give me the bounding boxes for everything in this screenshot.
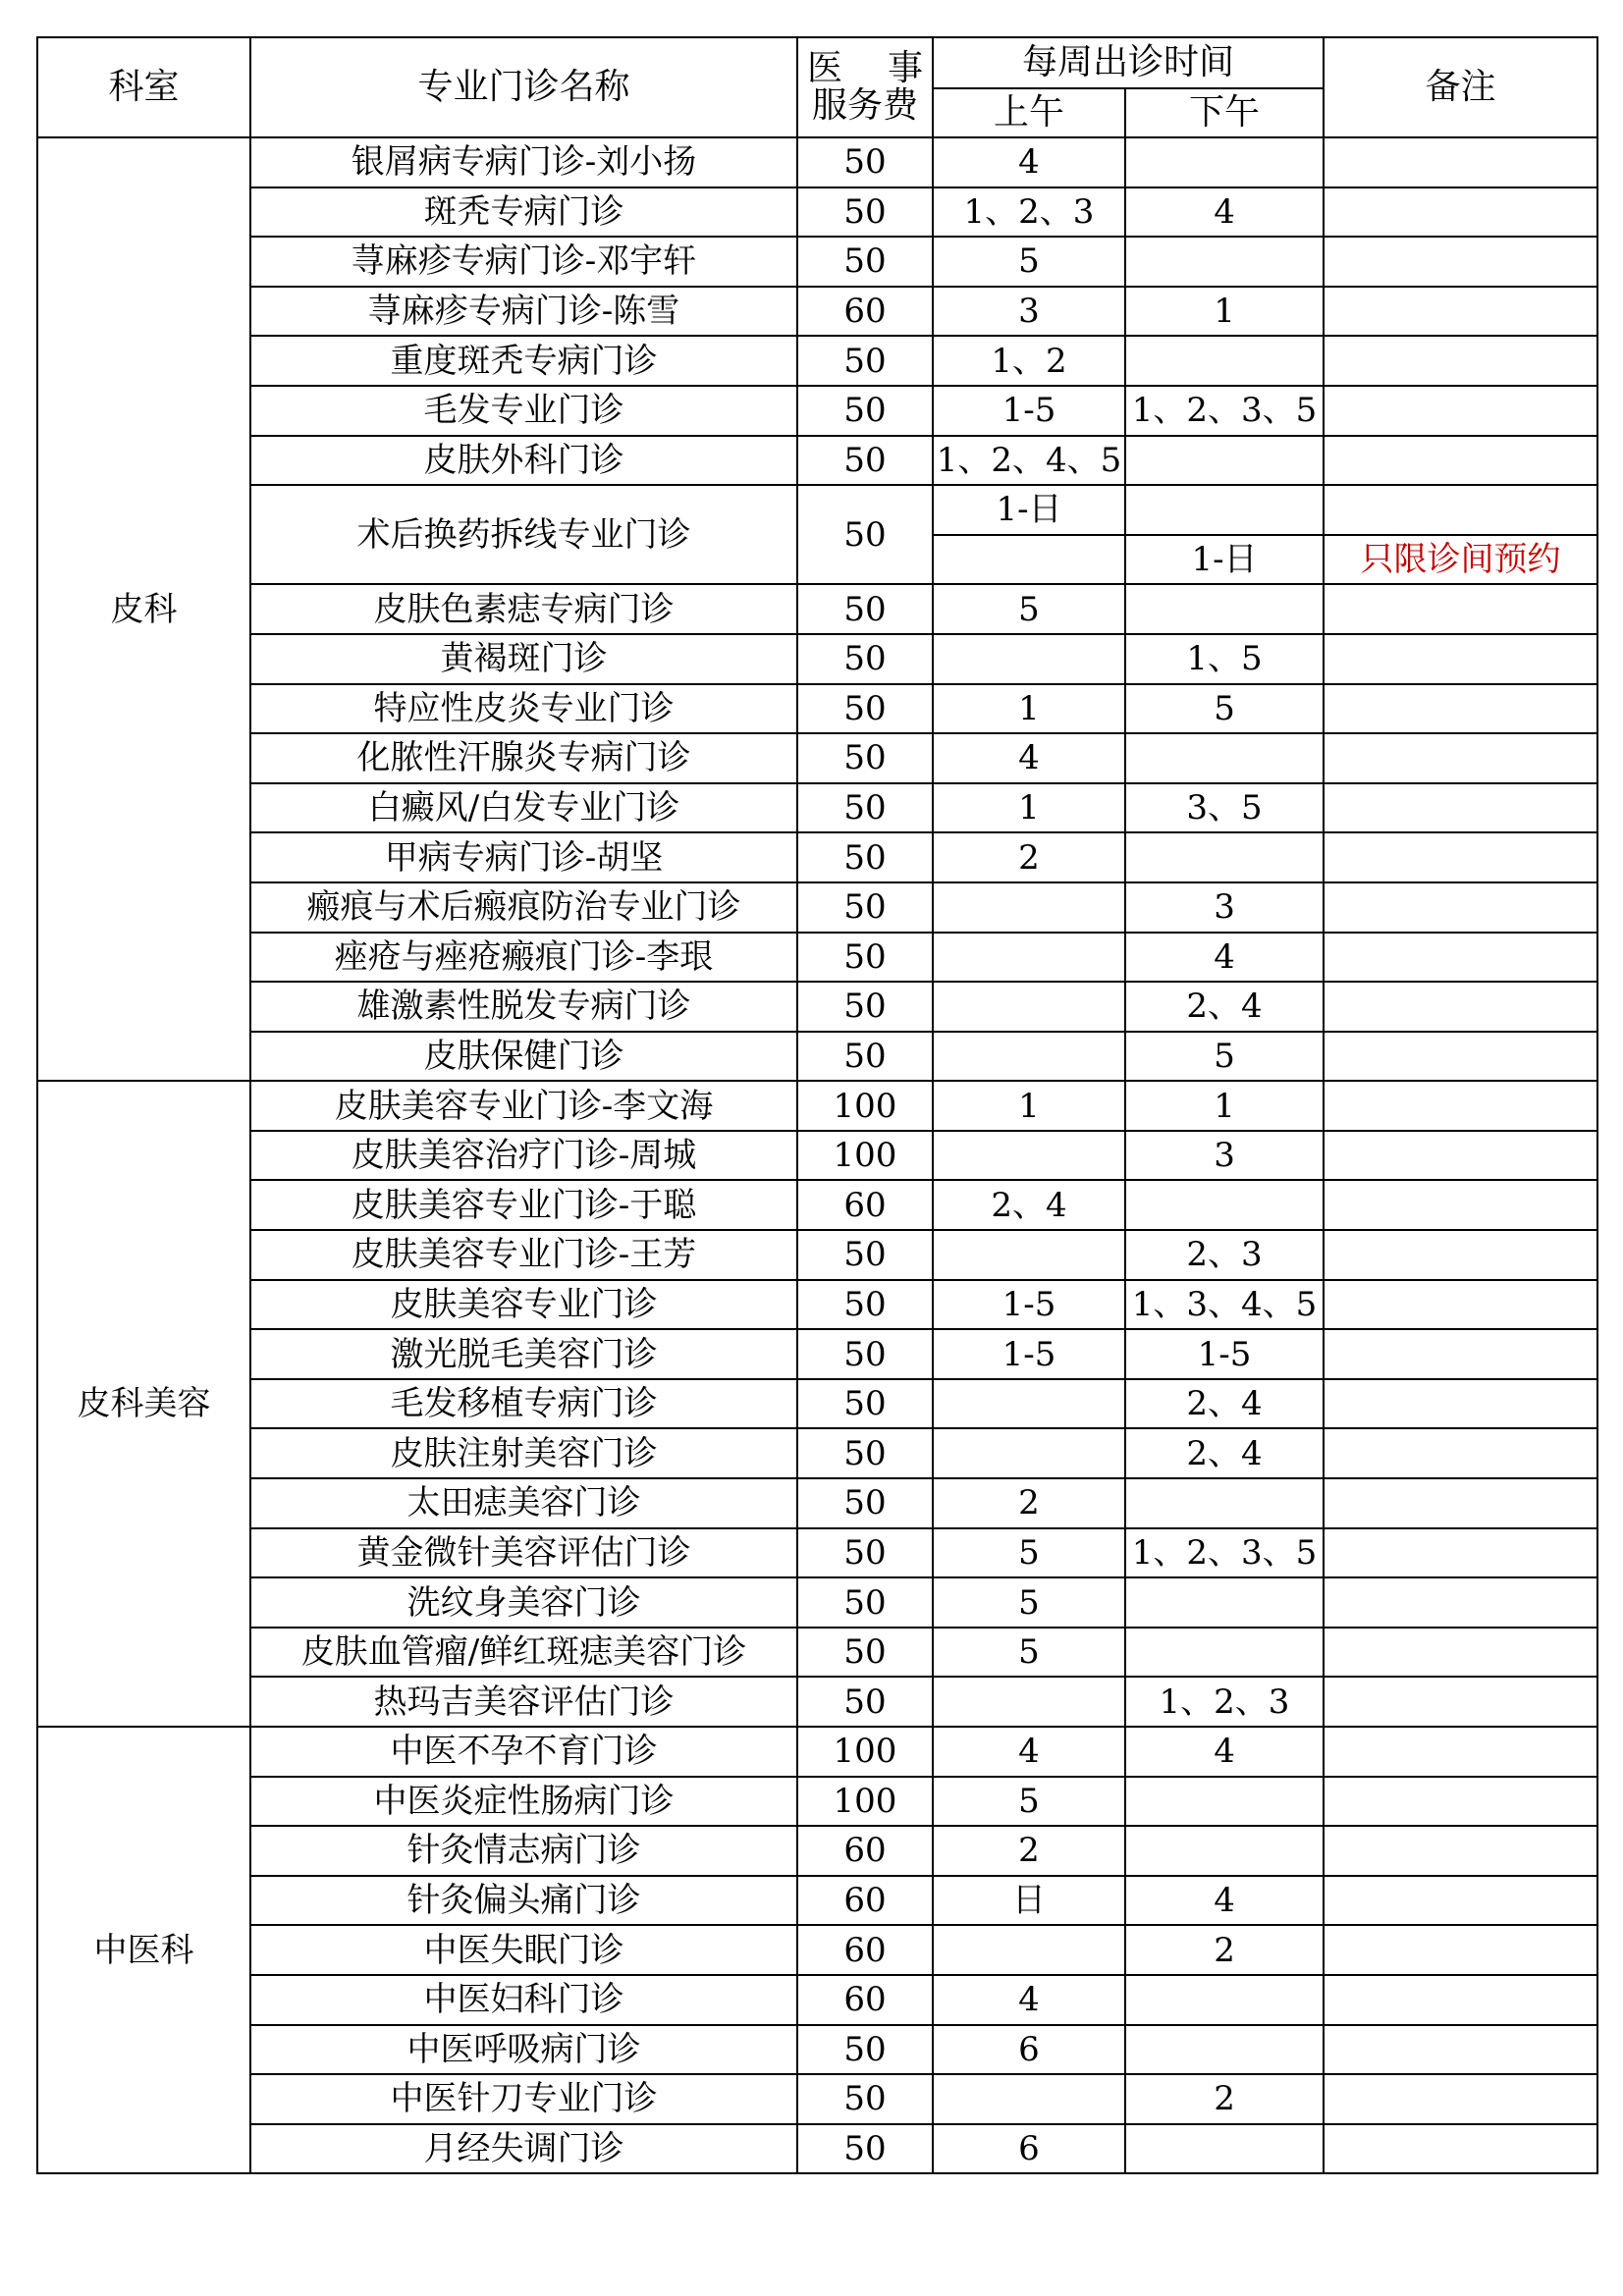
dept-cell: 皮科 [37, 137, 250, 1081]
am-cell [933, 634, 1125, 684]
fee-cell: 50 [797, 1280, 933, 1330]
clinic-name-cell: 荨麻疹专病门诊-邓宇轩 [250, 237, 797, 287]
note-cell [1324, 1727, 1597, 1777]
fee-cell: 50 [797, 485, 933, 584]
pm-cell [1125, 1975, 1324, 2025]
header-am: 上午 [933, 88, 1125, 137]
am-cell: 5 [933, 1628, 1125, 1678]
fee-cell: 50 [797, 2074, 933, 2124]
pm-cell: 1、2、3、5 [1125, 1528, 1324, 1578]
note-cell [1324, 882, 1597, 933]
pm-cell: 2、3 [1125, 1230, 1324, 1280]
note-cell [1324, 436, 1597, 486]
header-dept: 科室 [37, 37, 250, 137]
fee-cell: 50 [797, 584, 933, 634]
table-row [37, 1428, 1597, 1478]
clinic-name-cell: 瘢痕与术后瘢痕防治专业门诊 [250, 882, 797, 933]
pm-cell: 1-日 [1125, 535, 1324, 585]
note-cell [1324, 634, 1597, 684]
pm-cell [1125, 1777, 1324, 1827]
fee-cell: 50 [797, 386, 933, 436]
am-cell: 4 [933, 733, 1125, 783]
fee-cell: 50 [797, 1528, 933, 1578]
am-cell: 2 [933, 1826, 1125, 1876]
clinic-name-cell: 毛发移植专病门诊 [250, 1379, 797, 1429]
note-cell [1324, 1577, 1597, 1628]
clinic-name-cell: 甲病专病门诊-胡坚 [250, 832, 797, 882]
note-cell [1324, 1925, 1597, 1975]
note-cell [1324, 336, 1597, 386]
fee-cell: 50 [797, 1379, 933, 1429]
note-cell [1324, 1180, 1597, 1230]
pm-cell [1125, 137, 1324, 187]
note-cell [1324, 1428, 1597, 1478]
pm-cell [1125, 2124, 1324, 2174]
note-cell [1324, 2124, 1597, 2174]
note-cell [1324, 982, 1597, 1032]
table-row [37, 1876, 1597, 1926]
fee-cell: 50 [797, 1577, 933, 1628]
dept-cell: 中医科 [37, 1727, 250, 2173]
table-row [37, 882, 1597, 933]
pm-cell: 2、4 [1125, 982, 1324, 1032]
table-row [37, 187, 1597, 238]
clinic-name-cell: 中医呼吸病门诊 [250, 2025, 797, 2075]
clinic-name-cell: 月经失调门诊 [250, 2124, 797, 2174]
table-row [37, 2124, 1597, 2174]
am-cell: 6 [933, 2124, 1125, 2174]
pm-cell [1125, 584, 1324, 634]
table-row [37, 237, 1597, 287]
fee-cell: 50 [797, 783, 933, 833]
fee-cell: 50 [797, 982, 933, 1032]
note-cell [1324, 1478, 1597, 1528]
am-cell: 5 [933, 237, 1125, 287]
note-cell [1324, 1329, 1597, 1379]
am-cell: 1 [933, 684, 1125, 734]
clinic-name-cell: 斑秃专病门诊 [250, 187, 797, 238]
table-row [37, 1826, 1597, 1876]
pm-cell [1125, 336, 1324, 386]
clinic-schedule-table [36, 36, 1598, 2174]
clinic-name-cell: 中医针刀专业门诊 [250, 2074, 797, 2124]
clinic-name-cell: 白癜风/白发专业门诊 [250, 783, 797, 833]
table-row [37, 1975, 1597, 2025]
table-row [37, 1180, 1597, 1230]
pm-cell [1125, 733, 1324, 783]
table-row [37, 684, 1597, 734]
am-cell: 2 [933, 832, 1125, 882]
table-row [37, 1230, 1597, 1280]
table-row [37, 1677, 1597, 1727]
note-cell [1324, 1975, 1597, 2025]
pm-cell: 2 [1125, 2074, 1324, 2124]
am-cell: 5 [933, 1777, 1125, 1827]
note-cell [1324, 287, 1597, 337]
note-cell [1324, 1876, 1597, 1926]
fee-cell: 100 [797, 1727, 933, 1777]
am-cell: 5 [933, 584, 1125, 634]
header-fee-line1: 医 事 [807, 48, 923, 89]
pm-cell: 3 [1125, 882, 1324, 933]
pm-cell: 4 [1125, 187, 1324, 238]
note-cell [1324, 1677, 1597, 1727]
am-cell: 1-日 [933, 485, 1125, 535]
pm-cell: 4 [1125, 1727, 1324, 1777]
pm-cell: 3、5 [1125, 783, 1324, 833]
clinic-name-cell: 皮肤血管瘤/鲜红斑痣美容门诊 [250, 1628, 797, 1678]
note-cell [1324, 1081, 1597, 1131]
fee-cell: 50 [797, 1428, 933, 1478]
am-cell [933, 982, 1125, 1032]
clinic-name-cell: 重度斑秃专病门诊 [250, 336, 797, 386]
clinic-name-cell: 洗纹身美容门诊 [250, 1577, 797, 1628]
clinic-name-cell: 皮肤美容治疗门诊-周城 [250, 1131, 797, 1181]
am-cell: 1-5 [933, 386, 1125, 436]
pm-cell: 4 [1125, 933, 1324, 983]
clinic-name-cell: 太田痣美容门诊 [250, 1478, 797, 1528]
table-row [37, 733, 1597, 783]
am-cell [933, 1925, 1125, 1975]
am-cell: 1、2、3 [933, 187, 1125, 238]
pm-cell [1125, 832, 1324, 882]
clinic-name-cell: 针灸情志病门诊 [250, 1826, 797, 1876]
table-row [37, 982, 1597, 1032]
note-cell: 只限诊间预约 [1324, 535, 1597, 585]
pm-cell: 3 [1125, 1131, 1324, 1181]
table-row [37, 1131, 1597, 1181]
clinic-name-cell: 黄金微针美容评估门诊 [250, 1528, 797, 1578]
note-cell [1324, 1826, 1597, 1876]
note-cell [1324, 2025, 1597, 2075]
note-cell [1324, 187, 1597, 238]
pm-cell [1125, 1826, 1324, 1876]
clinic-name-cell: 皮肤外科门诊 [250, 436, 797, 486]
clinic-name-cell: 皮肤保健门诊 [250, 1032, 797, 1082]
note-cell [1324, 386, 1597, 436]
table-row [37, 485, 1597, 535]
clinic-name-cell: 皮肤色素痣专病门诊 [250, 584, 797, 634]
fee-cell: 60 [797, 1925, 933, 1975]
clinic-name-cell: 中医炎症性肠病门诊 [250, 1777, 797, 1827]
am-cell [933, 1032, 1125, 1082]
am-cell-empty [933, 535, 1125, 585]
table-row [37, 1081, 1597, 1131]
fee-cell: 50 [797, 2025, 933, 2075]
pm-cell: 5 [1125, 1032, 1324, 1082]
fee-cell: 60 [797, 287, 933, 337]
clinic-name-cell: 荨麻疹专病门诊-陈雪 [250, 287, 797, 337]
clinic-name-cell: 术后换药拆线专业门诊 [250, 485, 797, 584]
note-cell [1324, 1777, 1597, 1827]
header-remark: 备注 [1324, 37, 1597, 137]
am-cell [933, 1379, 1125, 1429]
fee-cell: 50 [797, 882, 933, 933]
am-cell: 1、2、4、5 [933, 436, 1125, 486]
fee-cell: 50 [797, 1032, 933, 1082]
fee-cell: 50 [797, 336, 933, 386]
am-cell: 1 [933, 783, 1125, 833]
table-row [37, 1577, 1597, 1628]
clinic-name-cell: 皮肤美容专业门诊-王芳 [250, 1230, 797, 1280]
fee-cell: 50 [797, 1628, 933, 1678]
table-row [37, 336, 1597, 386]
note-cell [1324, 1230, 1597, 1280]
fee-cell: 60 [797, 1975, 933, 2025]
table-row [37, 386, 1597, 436]
fee-cell: 50 [797, 684, 933, 734]
table-row [37, 1329, 1597, 1379]
am-cell: 4 [933, 137, 1125, 187]
am-cell: 4 [933, 1975, 1125, 2025]
clinic-name-cell: 黄褐斑门诊 [250, 634, 797, 684]
fee-cell: 50 [797, 436, 933, 486]
clinic-name-cell: 毛发专业门诊 [250, 386, 797, 436]
fee-cell: 60 [797, 1876, 933, 1926]
clinic-name-cell: 皮肤美容专业门诊-于聪 [250, 1180, 797, 1230]
pm-cell: 2 [1125, 1925, 1324, 1975]
am-cell: 3 [933, 287, 1125, 337]
header-fee [797, 37, 933, 137]
pm-cell: 1-5 [1125, 1329, 1324, 1379]
fee-cell: 50 [797, 137, 933, 187]
note-cell [1324, 684, 1597, 734]
header-weekly-time: 每周出诊时间 [933, 37, 1324, 88]
note-cell [1324, 1280, 1597, 1330]
table-row [37, 2025, 1597, 2075]
fee-cell: 60 [797, 1180, 933, 1230]
fee-cell: 50 [797, 733, 933, 783]
pm-cell: 1 [1125, 1081, 1324, 1131]
table-row [37, 1628, 1597, 1678]
am-cell: 1-5 [933, 1329, 1125, 1379]
clinic-name-cell: 皮肤美容专业门诊 [250, 1280, 797, 1330]
note-cell [1324, 933, 1597, 983]
am-cell: 5 [933, 1528, 1125, 1578]
table-row [37, 1280, 1597, 1330]
note-cell [1324, 1379, 1597, 1429]
am-cell [933, 882, 1125, 933]
clinic-name-cell: 特应性皮炎专业门诊 [250, 684, 797, 734]
fee-cell: 50 [797, 237, 933, 287]
header-clinic-name: 专业门诊名称 [250, 37, 797, 137]
am-cell: 2、4 [933, 1180, 1125, 1230]
fee-cell: 100 [797, 1081, 933, 1131]
fee-cell: 50 [797, 832, 933, 882]
pm-cell: 2、4 [1125, 1379, 1324, 1429]
note-cell [1324, 2074, 1597, 2124]
pm-cell: 4 [1125, 1876, 1324, 1926]
pm-cell: 1 [1125, 287, 1324, 337]
pm-cell: 1、2、3 [1125, 1677, 1324, 1727]
pm-cell [1125, 1628, 1324, 1678]
fee-cell: 50 [797, 1329, 933, 1379]
clinic-name-cell: 中医失眠门诊 [250, 1925, 797, 1975]
fee-cell: 50 [797, 634, 933, 684]
note-cell [1324, 237, 1597, 287]
header-pm: 下午 [1125, 88, 1324, 137]
note-cell [1324, 1032, 1597, 1082]
fee-cell: 60 [797, 1826, 933, 1876]
am-cell: 1-5 [933, 1280, 1125, 1330]
table-row [37, 832, 1597, 882]
fee-cell: 50 [797, 933, 933, 983]
table-row [37, 584, 1597, 634]
note-cell [1324, 1528, 1597, 1578]
am-cell [933, 933, 1125, 983]
am-cell: 5 [933, 1577, 1125, 1628]
pm-cell [1125, 1577, 1324, 1628]
clinic-name-cell: 痤疮与痤疮瘢痕门诊-李珢 [250, 933, 797, 983]
pm-cell: 1、2、3、5 [1125, 386, 1324, 436]
note-cell [1324, 584, 1597, 634]
am-cell [933, 1230, 1125, 1280]
am-cell [933, 1131, 1125, 1181]
table-row [37, 2074, 1597, 2124]
table-row [37, 287, 1597, 337]
am-cell [933, 1677, 1125, 1727]
clinic-name-cell: 皮肤注射美容门诊 [250, 1428, 797, 1478]
table-row [37, 1777, 1597, 1827]
table-row [37, 1925, 1597, 1975]
pm-cell: 1、5 [1125, 634, 1324, 684]
fee-cell: 50 [797, 1677, 933, 1727]
note-cell [1324, 137, 1597, 187]
table-row [37, 933, 1597, 983]
table-row [37, 783, 1597, 833]
note-cell [1324, 733, 1597, 783]
table-row [37, 1478, 1597, 1528]
am-cell: 1 [933, 1081, 1125, 1131]
pm-cell [1125, 436, 1324, 486]
pm-cell [1125, 237, 1324, 287]
table-row [37, 634, 1597, 684]
clinic-name-cell: 皮肤美容专业门诊-李文海 [250, 1081, 797, 1131]
note-cell-empty [1324, 485, 1597, 535]
note-cell [1324, 783, 1597, 833]
table-row [37, 1727, 1597, 1777]
fee-cell: 50 [797, 1478, 933, 1528]
table-row [37, 1379, 1597, 1429]
fee-cell: 100 [797, 1777, 933, 1827]
table-row [37, 1528, 1597, 1578]
schedule-body [37, 137, 1597, 2173]
clinic-name-cell: 热玛吉美容评估门诊 [250, 1677, 797, 1727]
pm-cell: 2、4 [1125, 1428, 1324, 1478]
am-cell [933, 2074, 1125, 2124]
fee-cell: 50 [797, 187, 933, 238]
clinic-name-cell: 激光脱毛美容门诊 [250, 1329, 797, 1379]
fee-cell: 100 [797, 1131, 933, 1181]
pm-cell [1125, 1180, 1324, 1230]
pm-cell-empty [1125, 485, 1324, 535]
dept-cell: 皮科美容 [37, 1081, 250, 1727]
clinic-name-cell: 中医妇科门诊 [250, 1975, 797, 2025]
am-cell: 日 [933, 1876, 1125, 1926]
table-row [37, 436, 1597, 486]
clinic-name-cell: 雄激素性脱发专病门诊 [250, 982, 797, 1032]
fee-cell: 50 [797, 1230, 933, 1280]
pm-cell [1125, 1478, 1324, 1528]
am-cell: 4 [933, 1727, 1125, 1777]
am-cell: 1、2 [933, 336, 1125, 386]
pm-cell: 1、3、4、5 [1125, 1280, 1324, 1330]
clinic-name-cell: 中医不孕不育门诊 [250, 1727, 797, 1777]
note-cell [1324, 1628, 1597, 1678]
am-cell [933, 1428, 1125, 1478]
note-cell [1324, 1131, 1597, 1181]
fee-cell: 50 [797, 2124, 933, 2174]
header-fee-line2: 服务费 [811, 85, 918, 126]
pm-cell: 5 [1125, 684, 1324, 734]
table-row [37, 1032, 1597, 1082]
clinic-name-cell: 银屑病专病门诊-刘小扬 [250, 137, 797, 187]
note-cell [1324, 832, 1597, 882]
am-cell: 6 [933, 2025, 1125, 2075]
clinic-name-cell: 针灸偏头痛门诊 [250, 1876, 797, 1926]
clinic-name-cell: 化脓性汗腺炎专病门诊 [250, 733, 797, 783]
table-row [37, 137, 1597, 187]
pm-cell [1125, 2025, 1324, 2075]
am-cell: 2 [933, 1478, 1125, 1528]
